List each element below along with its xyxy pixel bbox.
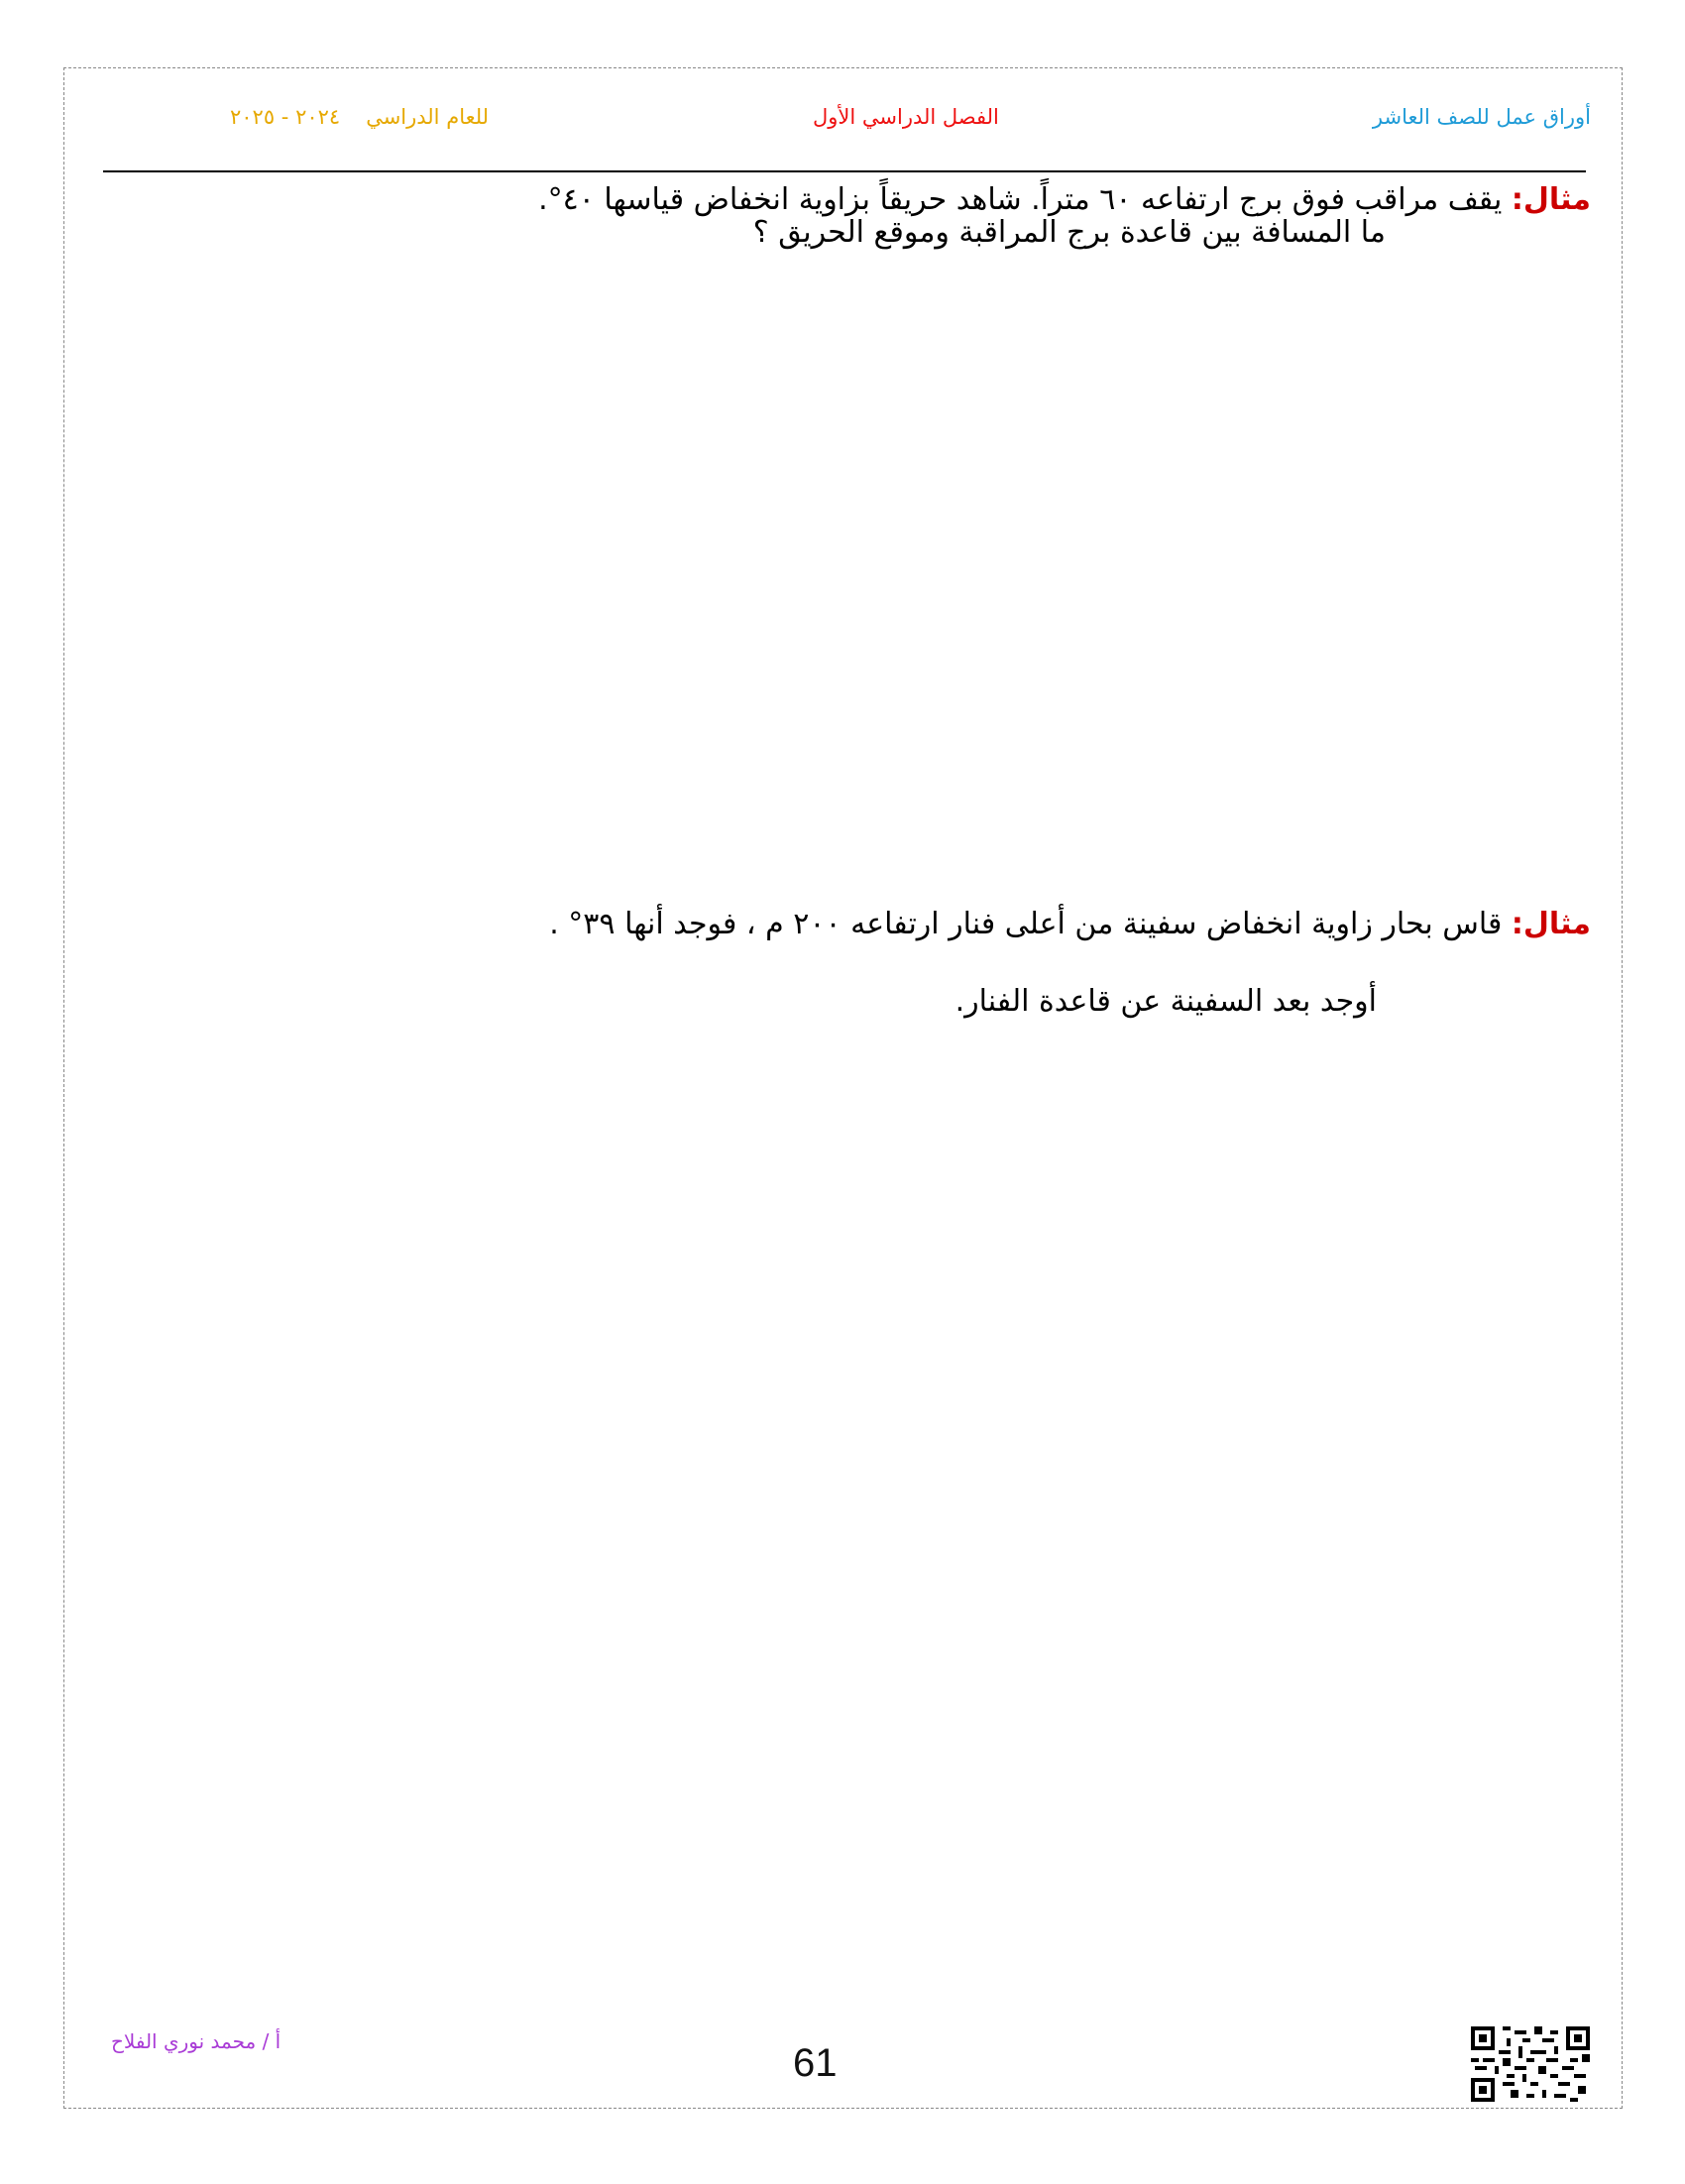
example-1-question [538,182,1591,217]
header-semester: الفصل الدراسي الأول [813,105,999,129]
academic-year-label: للعام الدراسي [366,105,490,129]
page-border [63,67,1623,2109]
example-2-text: قاس بحار زاوية انخفاض سفينة من أعلى فنار ارتفاعه ٢٠٠ م ، فوجد أنها ٣٩° . [549,907,1512,941]
example-2-question [549,907,1591,941]
qr-code [1471,2026,1590,2102]
header-academic-year [230,105,489,129]
example-2-tag: مثال: [1511,907,1591,941]
example-1-tag: مثال: [1511,182,1591,217]
header-rule [103,170,1586,172]
example-1-text: يقف مراقب فوق برج ارتفاعه ٦٠ متراً. شاهد حريقاً بزاوية انخفاض قياسها ٤٠°. [538,182,1512,217]
example-1-subquestion: ما المسافة بين قاعدة برج المراقبة وموقع الحريق ؟ [752,215,1386,250]
header-worksheet-title: أوراق عمل للصف العاشر [1372,105,1591,129]
author-name: أ / محمد نوري الفلاح [111,2029,281,2053]
page-number: 61 [793,2041,838,2085]
academic-year-value: ٢٠٢٤ - ٢٠٢٥ [230,105,341,129]
example-2-subquestion: أوجد بعد السفينة عن قاعدة الفنار. [955,984,1377,1019]
